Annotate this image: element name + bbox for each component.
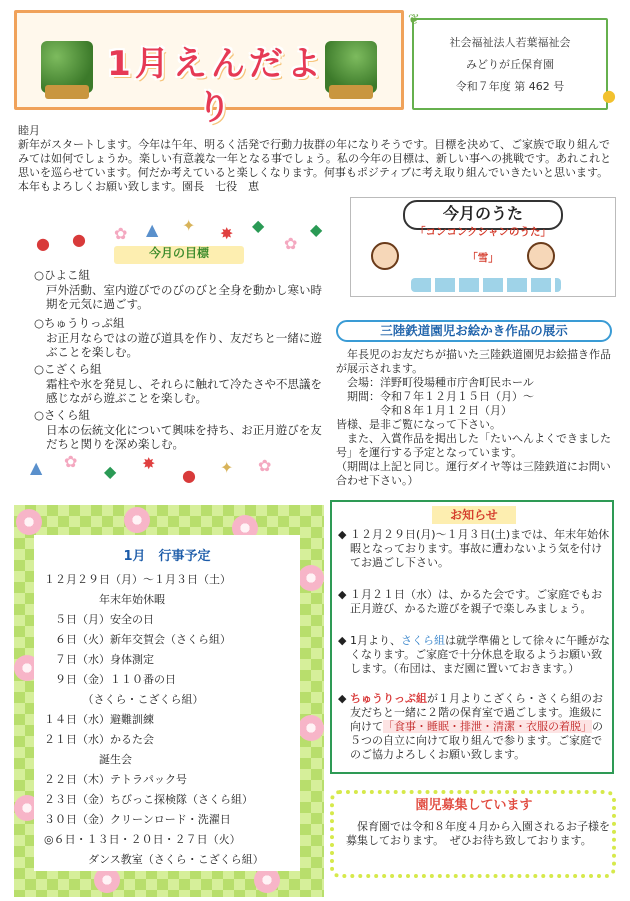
schedule-row: １２月２９日（月）～１月３日（土）: [44, 573, 231, 586]
schedule-row: ９日（金）１１０番の日: [44, 673, 176, 686]
mount-fuji-icon: ▲: [146, 220, 159, 239]
notice-item: ◆ ちゅうりっぷ組が１月よりこざくら・さくら組のお友だちと一緒に２階の保育室で過ごします。進級に向けて「食事・睡眠・排泄・清潔・衣服の着脱」の５つの自立に向けて取り組んで参ります。ご家庭でのご協力よろしくお願い致します。: [338, 692, 603, 761]
schedule-row: ２１日（水）かるた会: [44, 733, 154, 746]
greeting-body: 新年がスタートします。今年は午年、明るく活発で行動力抜群の年になりそうです。目標を決めて、ご家族で取り組んでみては如何でしょうか。楽しい有意義な一年となる事でしょう。私の今年の目標は、新しい事への挑戦です。あれこれと思いを巡らせています。何だか考えていると楽しくなります。何事もポジティブに考え取り組んでいきたいと思います。本年もよろしくお願い致します。園長 七役 恵: [18, 138, 612, 193]
goal-kozakura: ○こざくら組 霜柱や氷を発見し、それらに触れて冷たさや不思議を感じながら遊ぶことを楽しむ。: [34, 362, 322, 405]
goal-tulip: ○ちゅうりっぷ組 お正月ならではの遊び道具を作り、友だちと一緒に遊ぶことを楽しむ。: [34, 316, 322, 359]
schedule-row: ◎６日・１３日・２０日・２７日（火）: [44, 833, 241, 846]
five-independence-goals: 「食事・睡眠・排泄・清潔・衣服の着脱」: [383, 720, 592, 733]
schedule-row: ダンス教室（さくら・こざくら組）: [44, 853, 264, 866]
song-of-month-section: [350, 197, 616, 297]
notices-heading: お知らせ: [432, 506, 516, 524]
spinning-top-icon: ◆: [310, 220, 323, 239]
schedule-row: ６日（火）新年交賀会（さくら組）: [44, 633, 231, 646]
railway-body: 年長児のお友だちが描いた三陸鉄道園児お絵描き作品が展示されます。 会場：洋野町役場種市庁舎町民ホール 期間：令和７年１２月１５日（月）～ 令和８年１月１２日（月） 皆様、是非ご覧になって下さい。 また、入賞作品を掲出した「たいへんよくできました号」を運行する予定となっています。 （期間は上記と同じ。運行ダイヤ等は三陸鉄道にお問い合わせ下さい。）: [336, 348, 611, 487]
class-name-tulip: ちゅうりっぷ組: [350, 692, 427, 705]
goals-heading: 今月の目標: [114, 246, 244, 264]
leaf-icon: ❦: [408, 12, 420, 28]
schedule-panel: [34, 535, 300, 871]
plum-blossom-icon: ✿: [258, 456, 272, 475]
greeting-section: [18, 124, 616, 194]
plum-blossom-icon: [124, 507, 150, 533]
schedule-row: ３０日（金）クリーンロード・洗濯日: [44, 813, 231, 826]
song-title-1: 「コンコンクシャンのうた」: [414, 226, 552, 238]
schedule-heading: 1月 行事予定: [123, 549, 211, 564]
notice-item: ◆ １月２１日（水）は、かるた会です。ご家庭でもお正月遊び、かるた遊びを親子で楽しみましょう。: [338, 588, 603, 615]
class-name-sakura: さくら組: [401, 634, 445, 647]
notice-item: ◆ 1月より、さくら組は就学準備として徐々に午睡がなくなります。ご家庭で十分休息を取るようお願い致します。（布団は、まだ園に置いておきます。）: [338, 634, 610, 675]
railway-exhibition-section: [330, 318, 620, 488]
notices-section: [330, 500, 614, 774]
recruit-body: 保育園では令和８年度４月から入園されるお子様を募集しております。 ぜひお待ち致しております。: [346, 820, 610, 847]
kite-icon: ✸: [220, 224, 234, 243]
battledore-icon: ✦: [220, 458, 234, 477]
greeting-heading: 睦月: [18, 124, 40, 137]
newsletter-title-box: [14, 10, 404, 128]
kadomatsu-icon: [325, 41, 377, 93]
issue-number: 令和７年度 第 462 号: [455, 80, 565, 93]
publisher-box: [408, 12, 616, 110]
goal-sakura: ○さくら組 日本の伝統文化について興味を持ち、お正月遊びを友だちと関りを深め楽しむ。: [34, 408, 322, 451]
plum-blossom-icon: [298, 565, 324, 591]
spinning-top-icon: ◆: [252, 216, 265, 235]
spinning-top-icon: ◆: [104, 462, 117, 481]
schedule-row: １４日（水）避難訓練: [44, 713, 154, 726]
schedule-row: ２３日（金）ちびっこ探検隊（さくら組）: [44, 793, 253, 806]
train-illustration: [411, 278, 561, 292]
battledore-icon: ✦: [182, 216, 196, 235]
recruit-heading: 園児募集しています: [415, 798, 533, 813]
railway-heading: 三陸鉄道園児お絵かき作品の展示: [336, 320, 612, 342]
kite-icon: ✸: [142, 454, 156, 473]
daruma-icon: ●: [36, 234, 50, 253]
schedule-row: 誕生会: [44, 753, 132, 766]
schedule-row: ５日（月）安全の日: [44, 613, 154, 626]
kadomatsu-icon: [41, 41, 93, 93]
plum-blossom-icon: ✿: [114, 224, 128, 243]
schedule-row: ７日（水）身体測定: [44, 653, 154, 666]
schedule-row: （さくら・こざくら組）: [44, 693, 204, 706]
plum-blossom-icon: ✿: [284, 234, 298, 253]
monthly-goals-section: [14, 196, 324, 496]
plum-blossom-icon: [16, 509, 42, 535]
chick-icon: ●: [602, 86, 616, 105]
org-name: 社会福祉法人若葉福祉会: [449, 36, 571, 49]
daruma-icon: ●: [72, 230, 86, 249]
mount-fuji-icon: ▲: [30, 458, 43, 477]
enrollment-recruit-section: [330, 790, 616, 878]
newsletter-title: 1月えんだより: [107, 44, 325, 128]
daruma-icon: ●: [182, 466, 196, 485]
goal-hiyoko: ○ひよこ組 戸外活動、室内遊びでのびのびと全身を動かし寒い時期を元気に過ごす。: [34, 268, 322, 311]
plum-blossom-icon: ✿: [64, 452, 78, 471]
notice-item: ◆ １２月２９日(月)～１月３日(土)までは、年末年始休暇となっております。事故に遭わないよう気を付けてお過ごし下さい。: [338, 528, 610, 569]
schedule-row: ２２日（木）テトラパック号: [44, 773, 187, 786]
plum-blossom-icon: [298, 715, 324, 741]
song-title-2: 「雪」: [467, 252, 499, 264]
event-schedule-section: [14, 505, 324, 897]
song-heading: 今月のうた: [403, 200, 563, 230]
school-name: みどりが丘保育園: [466, 58, 554, 71]
schedule-row: 年末年始休暇: [44, 593, 165, 606]
